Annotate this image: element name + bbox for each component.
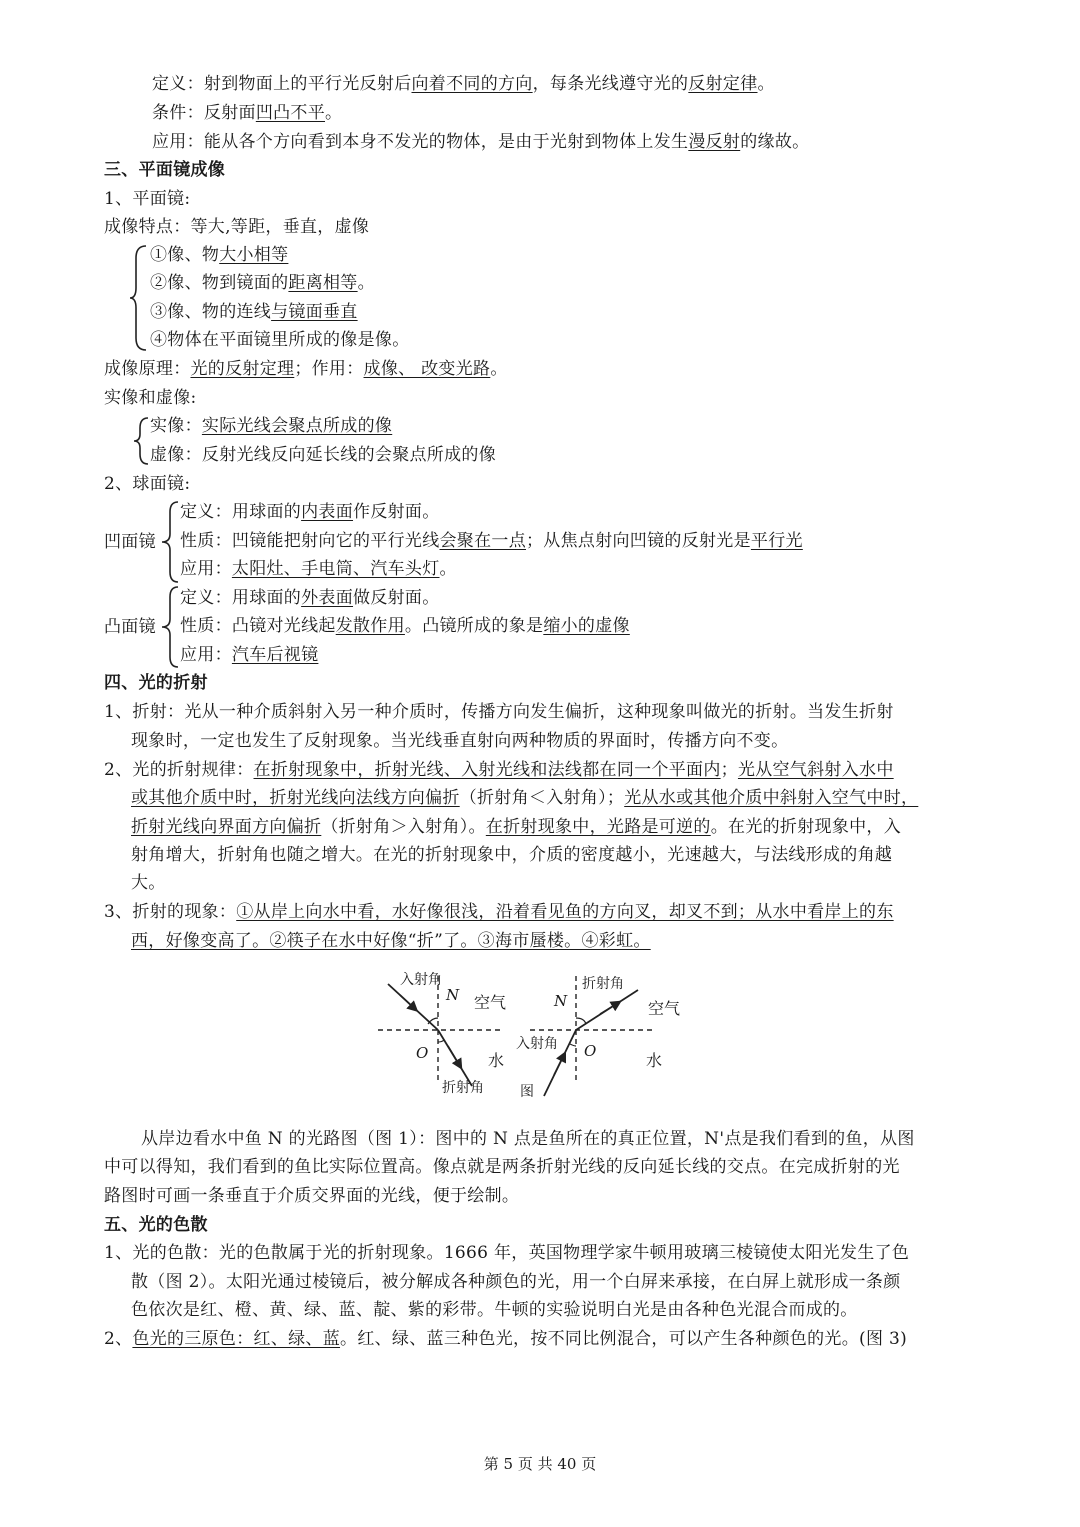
imaging-principle: 成像原理：光的反射定理；作用：成像、 改变光路。 xyxy=(104,359,508,379)
features-brace xyxy=(128,244,150,352)
virtual-image: 虚像：反射光线反向延长线的会聚点所成的像 xyxy=(150,445,496,465)
convex-application: 应用：汽车后视镜 xyxy=(180,645,319,665)
concave-definition: 定义：用球面的内表面作反射面。 xyxy=(180,502,440,522)
primary-colors-line: 2、色光的三原色：红、绿、蓝。红、绿、蓝三种色光，按不同比例混合，可以产生各种颜色的光。(图 3) xyxy=(104,1329,908,1349)
diffuse-application: 应用：能从各个方向看到本身不发光的物体，是由于光射到物体上发生漫反射的缘故。 xyxy=(152,132,810,152)
refraction-def-line-2: 现象时，一定也发生了反射现象。当光线垂直射向两种物质的界面时，传播方向不变。 xyxy=(131,731,789,751)
fish-paragraph-line-2: 中可以得知，我们看到的鱼比实际位置高。像点就是两条折射光线的反向延长线的交点。在完成折射的光 xyxy=(104,1157,900,1177)
right-water-label: 水 xyxy=(646,1051,663,1070)
right-incident-label: 入射角 xyxy=(516,1036,558,1052)
real-image: 实像：实际光线会聚点所成的像 xyxy=(150,416,393,436)
convex-brace xyxy=(160,585,182,669)
refraction-law-line-5: 大。 xyxy=(131,873,166,893)
left-refracted-label: 折射角 xyxy=(442,1080,484,1096)
right-fig-label: 图 xyxy=(520,1084,534,1100)
left-refraction-figure xyxy=(378,972,506,1096)
feature-1: ①像、物大小相等 xyxy=(150,245,289,265)
feature-3: ③像、物的连线与镜面垂直 xyxy=(150,302,358,322)
dispersion-line-1: 1、光的色散：光的色散属于光的折射现象。1666 年，英国物理学家牛顿用玻璃三棱镜使太阳光发生了色 xyxy=(104,1243,910,1263)
section-4-title: 四、光的折射 xyxy=(104,673,208,693)
concave-label: 凹面镜 xyxy=(104,532,156,552)
fish-paragraph-line-3: 路图时可画一条垂直于介质交界面的光线，便于绘制。 xyxy=(104,1186,520,1206)
right-N-label: N xyxy=(554,992,568,1010)
right-refraction-figure xyxy=(516,975,680,1100)
left-O-label: O xyxy=(416,1044,429,1062)
dispersion-line-2: 散（图 2）。太阳光通过棱镜后，被分解成各种颜色的光，用一个白屏来承接，在白屏上就形成一条颜 xyxy=(131,1272,901,1292)
left-air-label: 空气 xyxy=(474,993,507,1012)
diffuse-definition: 定义：射到物面上的平行光反射后向着不同的方向，每条光线遵守光的反射定律。 xyxy=(152,74,775,94)
refraction-law-line-3: 折射光线向界面方向偏折（折射角＞入射角）。在折射现象中，光路是可逆的。在光的折射现象中，入 xyxy=(131,817,902,837)
section-3-title: 三、平面镜成像 xyxy=(104,160,226,180)
refraction-diagram xyxy=(370,962,710,1102)
feature-4: ④物体在平面镜里所成的像是像。 xyxy=(150,330,410,350)
concave-application: 应用：太阳灶、手电筒、汽车头灯。 xyxy=(180,559,457,579)
diffuse-condition: 条件：反射面凹凸不平。 xyxy=(152,103,343,123)
left-N-label: N xyxy=(446,986,460,1004)
dispersion-line-3: 色依次是红、橙、黄、绿、蓝、靛、紫的彩带。牛顿的实验说明白光是由各种色光混合而成的。 xyxy=(131,1300,858,1320)
page-footer: 第 5 页 共 40 页 xyxy=(483,1455,597,1473)
real-virtual-brace xyxy=(132,416,152,466)
refraction-law-line-4: 射角增大，折射角也随之增大。在光的折射现象中，介质的密度越小，光速越大，与法线形成的角越 xyxy=(131,845,893,865)
feature-2: ②像、物到镜面的距离相等。 xyxy=(150,273,375,293)
left-water-label: 水 xyxy=(488,1051,505,1070)
left-incident-label: 入射角 xyxy=(400,972,442,988)
right-refracted-label: 折射角 xyxy=(582,976,624,992)
refraction-def-line-1: 1、折射：光从一种介质斜射入另一种介质时，传播方向发生偏折，这种现象叫做光的折射。当发生折射 xyxy=(104,702,894,722)
convex-property: 性质：凸镜对光线起发散作用。凸镜所成的象是缩小的虚像 xyxy=(180,616,630,636)
refraction-law-line-1: 2、光的折射规律：在折射现象中，折射光线、入射光线和法线都在同一个平面内；光从空气斜射入水中 xyxy=(104,760,894,780)
concave-brace xyxy=(160,500,182,584)
real-virtual-heading: 实像和虚像: xyxy=(104,388,197,408)
plane-mirror-heading: 1、平面镜: xyxy=(104,189,191,209)
convex-label: 凸面镜 xyxy=(104,617,156,637)
section-5-title: 五、光的色散 xyxy=(104,1215,208,1235)
right-O-label: O xyxy=(584,1042,597,1060)
fish-paragraph-line-1: 从岸边看水中鱼 N 的光路图（图 1）：图中的 N 点是鱼所在的真正位置，N'点是我们看到的鱼，从图 xyxy=(141,1129,915,1149)
convex-definition: 定义：用球面的外表面做反射面。 xyxy=(180,588,440,608)
spherical-mirror-heading: 2、球面镜: xyxy=(104,474,191,494)
concave-property: 性质：凹镜能把射向它的平行光线会聚在一点；从焦点射向凹镜的反射光是平行光 xyxy=(180,531,803,551)
right-air-label: 空气 xyxy=(648,999,681,1018)
refraction-law-line-2: 或其他介质中时，折射光线向法线方向偏折（折射角＜入射角）；光从水或其他介质中斜射入空气中时， xyxy=(131,788,919,808)
image-features: 成像特点：等大,等距，垂直，虚像 xyxy=(104,217,370,237)
refraction-phenomena-line-2: 西，好像变高了。②筷子在水中好像“折”了。③海市蜃楼。④彩虹。 xyxy=(131,931,651,951)
refraction-phenomena-line-1: 3、折射的现象：①从岸上向水中看，水好像很浅，沿着看见鱼的方向叉，却叉不到；从水中看岸上的东 xyxy=(104,902,894,922)
